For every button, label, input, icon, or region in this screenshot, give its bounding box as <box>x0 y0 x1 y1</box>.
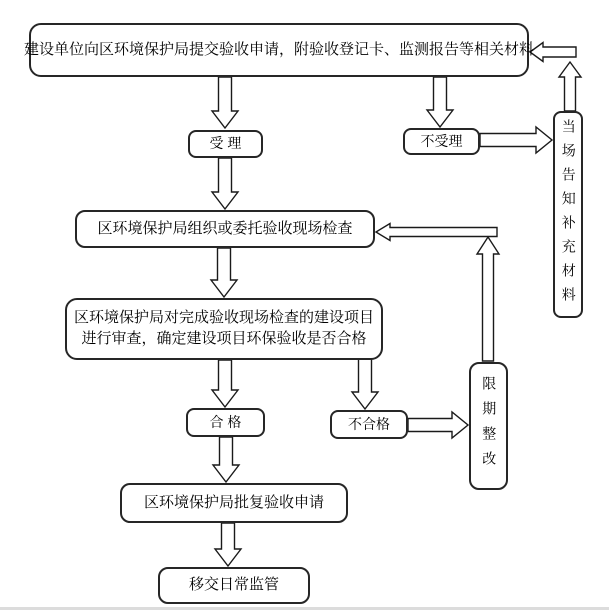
arrow-reject-to-inform-icon <box>480 127 552 153</box>
node-rectify <box>469 362 508 490</box>
node-review <box>65 298 383 360</box>
arrow-rectify-up-icon <box>477 237 499 361</box>
arrow-inform-up-icon <box>559 62 581 111</box>
node-fail <box>330 410 408 439</box>
bottom-divider <box>0 607 609 610</box>
node-submit-application-label: 建设单位向区环境保护局提交验收申请，附验收登记卡、监测报告等相关材料 <box>24 40 535 58</box>
node-review-line2: 进行审查，确定建设项目环保验收是否合格 <box>81 330 367 347</box>
node-approve-label: 区环境保护局批复验收申请 <box>143 493 324 511</box>
arrow-inspection-to-review-icon <box>211 248 237 297</box>
node-site-inspection <box>75 210 375 248</box>
node-transfer <box>158 567 310 604</box>
node-review-label <box>74 309 374 349</box>
arrow-pass-to-approve-icon <box>213 437 239 482</box>
arrow-rectify-to-inspection-icon <box>376 224 497 241</box>
node-review-line1: 区环境保护局对完成验收现场检查的建设项目 <box>73 309 374 327</box>
node-pass <box>186 408 265 437</box>
node-reject <box>403 128 480 155</box>
node-approve <box>120 483 348 523</box>
node-inform-supplement-label: 当场告知补充材料 <box>560 118 577 311</box>
node-accept <box>188 130 263 158</box>
arrow-fail-to-rectify-icon <box>408 412 468 438</box>
node-rectify-label: 限期整改 <box>481 376 498 476</box>
node-inform-supplement <box>553 111 583 318</box>
node-fail-label: 不合格 <box>348 415 390 432</box>
arrow-inform-to-submit-icon <box>530 43 576 62</box>
arrow-accept-to-inspection-icon <box>212 158 238 209</box>
arrow-submit-to-accept-icon <box>212 77 238 128</box>
arrow-submit-to-reject-icon <box>427 77 453 127</box>
node-transfer-label: 移交日常监管 <box>188 576 279 594</box>
arrow-approve-to-transfer-icon <box>215 523 241 566</box>
node-accept-label: 受 理 <box>209 135 242 152</box>
node-submit-application <box>24 23 535 77</box>
node-reject-label: 不受理 <box>420 132 463 149</box>
node-site-inspection-label: 区环境保护局组织或委托验收现场检查 <box>97 219 353 237</box>
node-pass-label: 合 格 <box>209 413 242 430</box>
arrow-review-to-pass-icon <box>212 360 238 407</box>
arrow-review-to-fail-icon <box>352 358 378 409</box>
